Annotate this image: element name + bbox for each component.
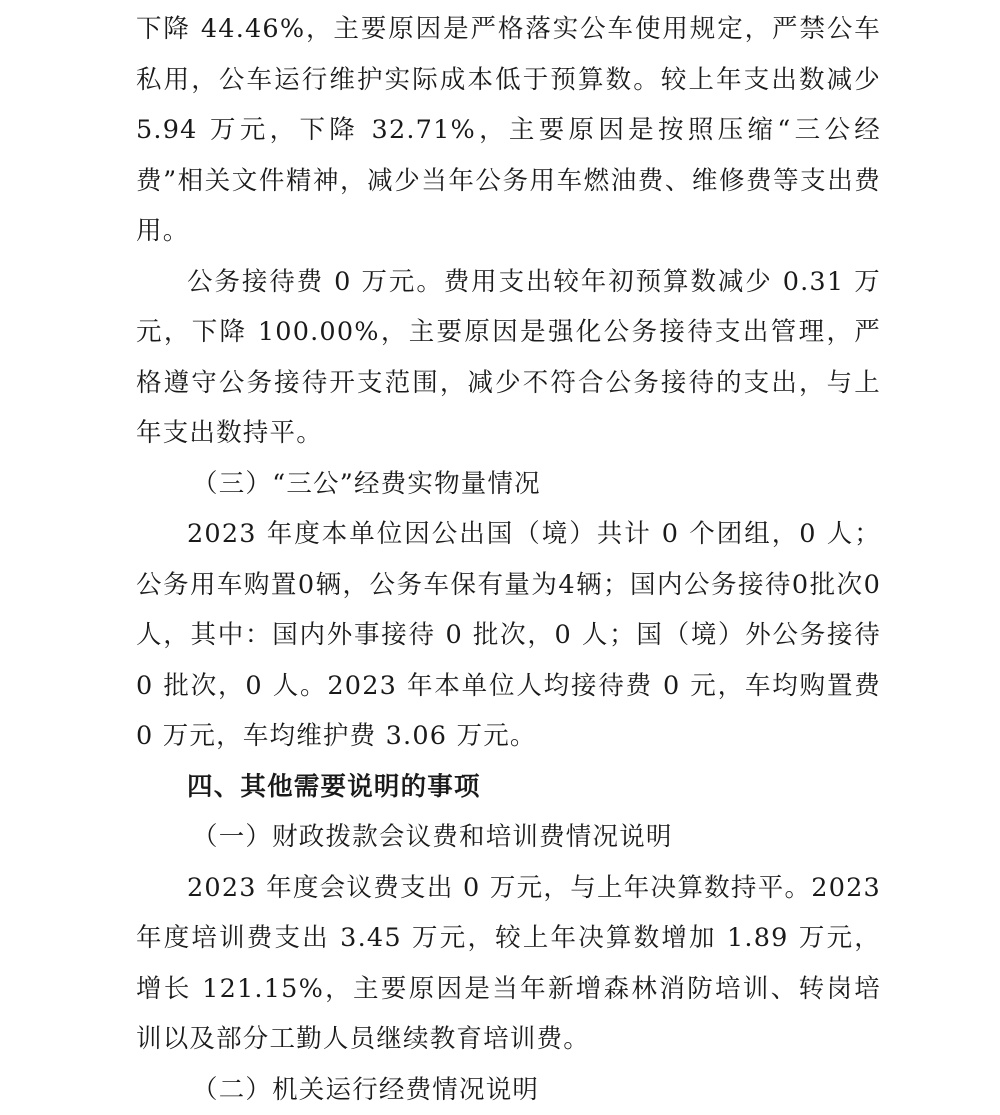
paragraph-physical-quantity: 2023 年度本单位因公出国（境）共计 0 个团组，0 人；公务用车购置0辆，公务车保有量为4辆；国内公务接待0批次0人，其中：国内外事接待 0 批次，0 人；国（境）外公务接待 0 批次，0 人。2023 年本单位人均接待费 0 元，车均购置费 0 万元，车均维护费 3.06 万元。 [136,509,881,762]
document-page [136,4,881,1115]
section-heading-physical-quantity: （三）“三公”经费实物量情况 [136,459,881,510]
paragraph-vehicle-maintenance: 下降 44.46%，主要原因是严格落实公车使用规定，严禁公车私用，公车运行维护实际成本低于预算数。较上年支出数减少 5.94 万元，下降 32.71%，主要原因是按照压缩“三公经费”相关文件精神，减少当年公务用车燃油费、维修费等支出费用。 [136,4,881,257]
section-heading-meeting-training: （一）财政拨款会议费和培训费情况说明 [136,812,881,863]
section-heading-other-matters: 四、其他需要说明的事项 [136,762,881,813]
paragraph-reception-expense: 公务接待费 0 万元。费用支出较年初预算数减少 0.31 万元，下降 100.00%，主要原因是强化公务接待支出管理，严格遵守公务接待开支范围，减少不符合公务接待的支出，与上年支出数持平。 [136,257,881,459]
paragraph-meeting-training: 2023 年度会议费支出 0 万元，与上年决算数持平。2023 年度培训费支出 3.45 万元，较上年决算数增加 1.89 万元，增长 121.15%，主要原因是当年新增森林消防培训、转岗培训以及部分工勤人员继续教育培训费。 [136,863,881,1065]
section-heading-operating-expense: （二）机关运行经费情况说明 [136,1065,881,1115]
